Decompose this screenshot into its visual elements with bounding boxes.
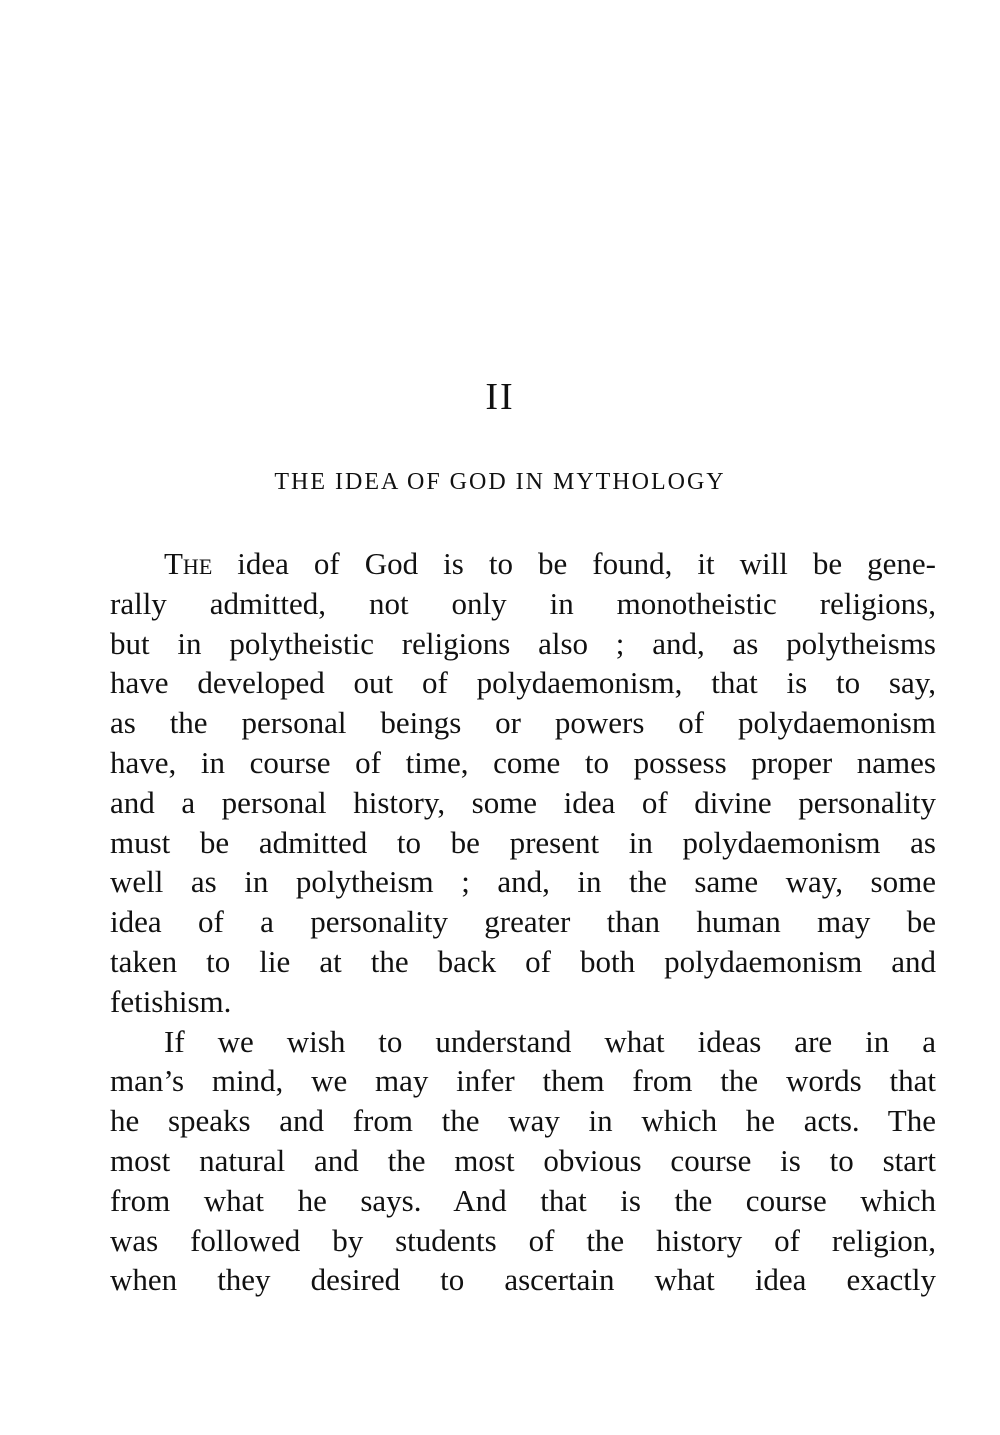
text-line: have developed out of polydaemonism, that is to say, (110, 665, 936, 701)
text-line: taken to lie at the back of both polydaemonism and (110, 943, 936, 979)
text-line: most natural and the most obvious course is to start (110, 1142, 936, 1178)
text-line: as the personal beings or powers of polydaemonism (110, 705, 936, 741)
text-line-content: idea of God is to be found, it will be gene- (212, 546, 936, 581)
text-line (110, 544, 936, 584)
text-line: when they desired to ascertain what idea exactly (110, 1262, 936, 1298)
body-text (110, 544, 936, 1300)
chapter-title: THE IDEA OF GOD IN MYTHOLOGY (274, 469, 726, 495)
small-caps-lead: The (164, 546, 213, 581)
text-line: well as in polytheism ; and, in the same way, some (110, 864, 936, 900)
text-line: from what he says. And that is the course which (110, 1182, 936, 1218)
text-line: and a personal history, some idea of divine personality (110, 784, 936, 820)
text-line: but in polytheistic religions also ; and, as polytheisms (110, 625, 936, 661)
text-line: was followed by students of the history of religion, (110, 1222, 936, 1258)
chapter-number: II (485, 376, 515, 418)
text-line: fetishism. (110, 983, 232, 1019)
paragraph-2 (110, 1022, 936, 1301)
text-line: must be admitted to be present in polydaemonism as (110, 824, 936, 860)
text-line: rally admitted, not only in monotheistic religions, (110, 585, 936, 621)
text-line: man’s mind, we may infer them from the words that (110, 1063, 936, 1099)
paragraph-1 (110, 544, 936, 1022)
text-line: If we wish to understand what ideas are in a (164, 1023, 936, 1059)
text-line: he speaks and from the way in which he acts. The (110, 1103, 936, 1139)
text-line: idea of a personality greater than human may be (110, 904, 936, 940)
text-line: have, in course of time, come to possess proper names (110, 744, 936, 780)
